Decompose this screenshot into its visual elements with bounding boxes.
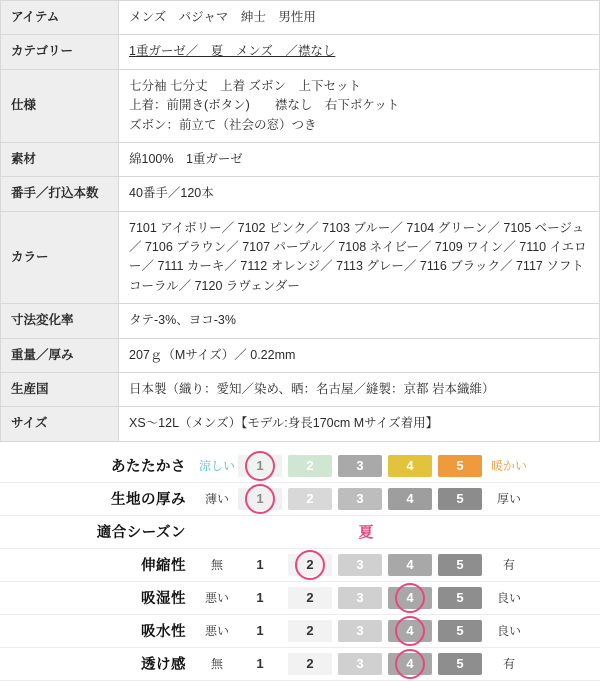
rating-cell <box>238 554 282 576</box>
rating-cell <box>388 587 432 609</box>
rating-cell-value: 5 <box>456 458 464 474</box>
spec-row-label: 寸法変化率 <box>1 304 119 338</box>
rating-left-label: 悪い <box>204 591 229 606</box>
rating-right-label: 有 <box>502 558 515 573</box>
spec-row-label: カテゴリー <box>1 35 119 69</box>
rating-cell <box>288 587 332 609</box>
rating-cell-value: 2 <box>306 656 314 672</box>
spec-row <box>1 407 600 441</box>
spec-row-value <box>119 338 600 372</box>
rating-cell <box>288 488 332 510</box>
rating-cell-value: 4 <box>406 458 414 474</box>
rating-right-label: 良い <box>496 624 521 639</box>
rating-cell-value: 3 <box>356 623 364 639</box>
rating-cell <box>238 587 282 609</box>
spec-row <box>1 338 600 372</box>
spec-row <box>1 1 600 35</box>
rating-right-label: 厚い <box>496 492 521 507</box>
rating-cell-value: 4 <box>406 623 414 639</box>
spec-value-line: 綿100% 1重ガーゼ <box>129 151 243 166</box>
spec-table-body <box>1 1 600 442</box>
rating-cell-value: 5 <box>456 491 464 507</box>
rating-cell <box>438 554 482 576</box>
spec-row <box>1 177 600 211</box>
rating-cell <box>388 653 432 675</box>
rating-scale <box>238 455 488 477</box>
rating-cell-value: 3 <box>356 491 364 507</box>
rating-right-label: 良い <box>496 591 521 606</box>
rating-cell <box>438 455 482 477</box>
rating-row-label: 透け感 <box>141 657 186 674</box>
rating-row <box>0 549 600 582</box>
spec-value-line: コーラル／ 7120 ラヴェンダー <box>129 278 300 293</box>
rating-cell-value: 4 <box>406 656 414 672</box>
spec-row <box>1 69 600 142</box>
spec-value-line: ズボン：前立て（社会の窓）つき <box>129 117 317 132</box>
rating-cell-value: 1 <box>256 590 264 606</box>
rating-scale <box>238 653 488 675</box>
rating-left-label: 悪い <box>204 624 229 639</box>
rating-cell-value: 2 <box>306 590 314 606</box>
spec-value-line: タテ-3%、ヨコ-3% <box>129 313 236 328</box>
rating-left-label: 無 <box>210 558 223 573</box>
rating-cell-value: 5 <box>456 656 464 672</box>
rating-cell <box>288 653 332 675</box>
rating-cell-value: 1 <box>256 623 264 639</box>
season-value: 夏 <box>358 524 374 542</box>
rating-cell <box>288 620 332 642</box>
rating-left-label: 薄い <box>204 492 229 507</box>
spec-row-label: 番手／打込本数 <box>1 177 119 211</box>
rating-cell-value: 5 <box>456 557 464 573</box>
rating-cell <box>338 653 382 675</box>
rating-cell <box>388 554 432 576</box>
spec-row-label: 素材 <box>1 142 119 176</box>
spec-row <box>1 304 600 338</box>
rating-cell-value: 1 <box>256 458 264 474</box>
rating-cell <box>338 554 382 576</box>
spec-value-line: XS〜12L（メンズ）【モデル:身長170cm Mサイズ着用】 <box>129 416 439 431</box>
rating-cell <box>238 653 282 675</box>
rating-cell-value: 3 <box>356 590 364 606</box>
rating-cell <box>438 653 482 675</box>
spec-value-line: 40番手／120本 <box>129 186 214 201</box>
rating-cell <box>238 620 282 642</box>
rating-row <box>0 483 600 516</box>
spec-value-line: ー／ 7111 カーキ／ 7112 オレンジ／ 7113 グレー／ 7116 ブラック／ 7117 ソフト <box>129 259 584 274</box>
spec-value-line[interactable]: 1重ガーゼ／ 夏 メンズ ／襟なし <box>129 44 336 59</box>
spec-row-label: アイテム <box>1 1 119 35</box>
rating-left-label: 無 <box>210 657 223 672</box>
rating-row-label: あたたかさ <box>111 459 186 476</box>
rating-row-label: 伸縮性 <box>141 558 186 575</box>
rating-cell-value: 3 <box>356 557 364 573</box>
spec-value-line: 207ｇ（Mサイズ）／ 0.22mm <box>129 347 296 362</box>
spec-row <box>1 35 600 69</box>
rating-cell-value: 4 <box>406 557 414 573</box>
spec-value-line: メンズ パジャマ 紳士 男性用 <box>129 10 316 24</box>
rating-cell-value: 5 <box>456 623 464 639</box>
rating-cell <box>338 488 382 510</box>
spec-row <box>1 372 600 406</box>
rating-right-label: 有 <box>502 657 515 672</box>
rating-cell-value: 1 <box>256 491 264 507</box>
spec-value-line: 七分袖 七分丈 上着 ズボン 上下セット <box>129 78 361 93</box>
rating-cell-value: 3 <box>356 458 364 474</box>
spec-row-label: カラー <box>1 211 119 304</box>
rating-cell <box>388 455 432 477</box>
rating-cell-value: 4 <box>406 590 414 606</box>
rating-row-label: 吸水性 <box>141 624 186 641</box>
spec-row <box>1 211 600 304</box>
spec-row-value <box>119 407 600 441</box>
spec-row-value <box>119 1 600 35</box>
spec-row-value <box>119 142 600 176</box>
rating-cell <box>438 587 482 609</box>
rating-scale <box>238 554 488 576</box>
rating-cell-value: 1 <box>256 557 264 573</box>
rating-cell <box>288 554 332 576</box>
rating-cell <box>388 488 432 510</box>
spec-row-value <box>119 372 600 406</box>
rating-cell-value: 2 <box>306 491 314 507</box>
rating-cell-value: 5 <box>456 590 464 606</box>
rating-cell <box>438 620 482 642</box>
spec-row-value <box>119 211 600 304</box>
rating-row <box>0 516 600 549</box>
spec-value-line: 日本製（織り：愛知／染め、晒：名古屋／縫製：京都 岩本織維） <box>129 381 495 396</box>
spec-value-line: 7101 アイボリー／ 7102 ピンク／ 7103 ブルー／ 7104 グリーン／ 7105 ベージュ <box>129 220 585 235</box>
rating-cell <box>338 620 382 642</box>
rating-row-label: 適合シーズン <box>96 525 186 542</box>
rating-cell <box>388 620 432 642</box>
rating-cell <box>338 587 382 609</box>
spec-row-label: 仕様 <box>1 69 119 142</box>
spec-row-label: 生産国 <box>1 372 119 406</box>
rating-cell-value: 2 <box>306 623 314 639</box>
rating-scale <box>238 488 488 510</box>
rating-cell <box>238 455 282 477</box>
rating-row <box>0 648 600 681</box>
spec-row-label: サイズ <box>1 407 119 441</box>
rating-row-label: 生地の厚み <box>111 492 186 509</box>
spec-row-value <box>119 69 600 142</box>
spec-row-value <box>119 304 600 338</box>
rating-cell-value: 2 <box>306 458 314 474</box>
spec-value-line: 上着：前開き(ボタン) 襟なし 右下ポケット <box>129 98 400 113</box>
rating-chart <box>0 442 600 681</box>
rating-cell-value: 4 <box>406 491 414 507</box>
rating-right-label: 暖かい <box>490 459 527 474</box>
spec-value-line: ／ 7106 ブラウン／ 7107 パープル／ 7108 ネイビー／ 7109 ワイン／ 7110 イエロ <box>129 240 587 254</box>
rating-row <box>0 615 600 648</box>
spec-row-value <box>119 35 600 69</box>
spec-row-value <box>119 177 600 211</box>
rating-scale <box>238 620 488 642</box>
rating-row-label: 吸湿性 <box>141 591 186 608</box>
rating-cell <box>238 488 282 510</box>
rating-cell <box>338 455 382 477</box>
rating-scale <box>238 587 488 609</box>
rating-cell-value: 2 <box>306 557 314 573</box>
rating-cell-value: 3 <box>356 656 364 672</box>
rating-left-label: 涼しい <box>198 459 235 474</box>
spec-row <box>1 142 600 176</box>
rating-cell-value: 1 <box>256 656 264 672</box>
rating-cell <box>288 455 332 477</box>
rating-row <box>0 450 600 483</box>
rating-cell <box>438 488 482 510</box>
spec-row-label: 重量／厚み <box>1 338 119 372</box>
rating-row <box>0 582 600 615</box>
